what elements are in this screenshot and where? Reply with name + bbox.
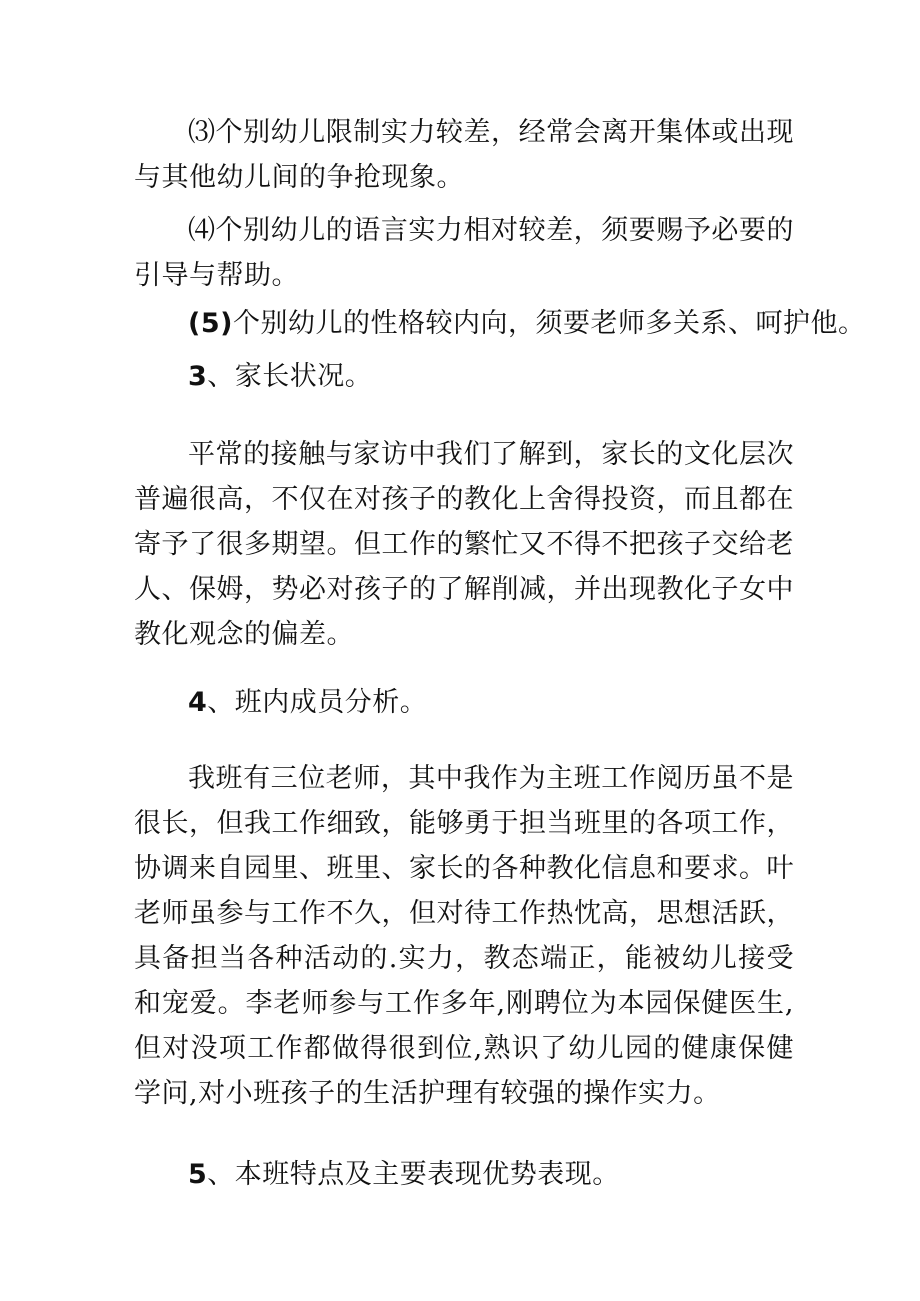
- section-4-title: 、班内成员分析。: [207, 687, 428, 718]
- section-4-number: 4: [188, 687, 208, 718]
- section-3-body: 平常的接触与家访中我们了解到，家长的文化层次普遍很高，不仅在对孩子的教化上舍得投资，而且都在寄予了很多期望。但工作的繁忙又不得不把孩子交给老人、保姆，势必对孩子的了解削减，并出现教化子女中教化观念的偏差。: [134, 439, 794, 650]
- section-5-title: 、本班特点及主要表现优势表现。: [207, 1159, 620, 1190]
- list-item-4: ⑷个别幼儿的语言实力相对较差，须要赐予必要的引导与帮助。: [134, 215, 794, 291]
- section-5-number: 5: [188, 1159, 208, 1190]
- section-3-title: 、家长状况。: [207, 361, 373, 392]
- list-item-3: ⑶个别幼儿限制实力较差，经常会离开集体或出现与其他幼儿间的争抢现象。: [134, 117, 794, 193]
- list-item-5-text: 个别幼儿的性格较内向，须要老师多关系、呵护他。: [232, 308, 866, 339]
- section-5-heading: [134, 1152, 620, 1197]
- section-4-heading: [134, 680, 427, 725]
- section-3-heading: [134, 354, 372, 399]
- section-3-number: 3: [188, 361, 208, 392]
- section-4-body: 我班有三位老师，其中我作为主班工作阅历虽不是很长，但我工作细致，能够勇于担当班里的各项工作，协调来自园里、班里、家长的各种教化信息和要求。叶老师虽参与工作不久，但对待工作热忱高，思想活跃，具备担当各种活动的.实力，教态端正，能被幼儿接受和宠爱。李老师参与工作多年,刚聘位为本园保健医生,但对没项工作都做得很到位,熟识了幼儿园的健康保健学问,对小班孩子的生活护理有较强的操作实力。: [134, 763, 794, 1109]
- list-item-5: [134, 301, 865, 346]
- list-item-5-number: (5): [188, 308, 233, 339]
